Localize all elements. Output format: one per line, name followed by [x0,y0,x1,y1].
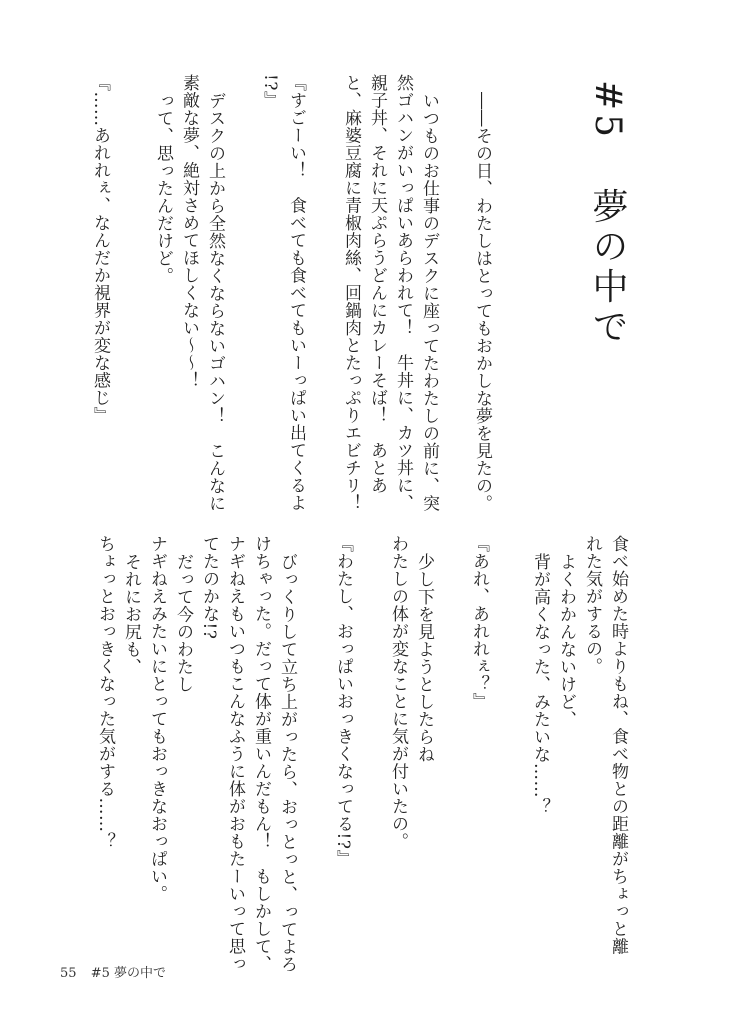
text-column: わたしの体が変なことに気が付いたの。 [388,535,408,850]
chapter-title-text: 夢の中で [587,187,628,348]
page-footer [60,962,176,981]
text-column: デスクの上から全然なくならないゴハン！ こんなに [205,92,225,512]
text-column: だって今のわたし [173,553,193,693]
text-column: れた気がするの。 [582,535,602,675]
running-title: #5 夢の中で [90,966,166,981]
chapter-heading [582,80,633,347]
text-column: てたのかな!? [199,535,219,640]
text-column: 食べ始めた時よりもね、食べ物との距離がちょっと離 [608,535,628,955]
text-column: 『……あれれぇ、なんだか視界が変な感じ』 [90,74,110,424]
text-column: 親子丼、それに天ぷらうどんにカレーそば！ あとあ [367,74,387,494]
text-column: ――その日、わたしはとってもおかしな夢を見たの。 [472,92,492,512]
text-column: けちゃった。だって体が重いんだもん！ もしかして、 [251,535,271,973]
text-column: 然ゴハンがいっぱいあらわれて！ 牛丼に、カツ丼に、 [393,74,413,512]
text-column: と、麻婆豆腐に青椒肉絲、回鍋肉とたっぷりエビチリ！ [341,74,361,512]
text-column: って、思ったんだけど。 [153,92,173,285]
text-column: ナギねえみたいにとってもおっきなおっぱい。 [147,535,167,903]
text-column: 『すごーい！ 食べても食べてもいーっぱい出てくるよ [286,74,306,512]
text-column: !?』 [260,74,280,109]
text-column: 『あれ、あれれぇ？』 [469,535,489,710]
text-column: 素敵な夢、絶対さめてほしくない～～！ [179,74,199,389]
chapter-number: #5 [587,80,628,142]
chapter-title-spacer [587,157,628,172]
page-number: 55 [60,966,77,981]
text-column: それにお尻も、 [121,553,141,676]
text-column: 少し下を見ようとしたらね [414,553,434,763]
text-column: 『わたし、おっぱいおっきくなってる!?』 [333,535,353,867]
text-column: ちょっとおっきくなった気がする……？ [95,535,115,850]
text-column: いつものお仕事のデスクに座ってたわたしの前に、突 [419,92,439,512]
text-column: びっくりして立ち上がったら、おっとっと、ってよろ [277,553,297,973]
text-column: よくわかんないけど、 [556,553,576,728]
text-column: ナギねえもいつもこんなふうに体がおもたーいって思っ [225,535,245,973]
text-column: 背が高くなった、みたいな……？ [530,553,550,816]
